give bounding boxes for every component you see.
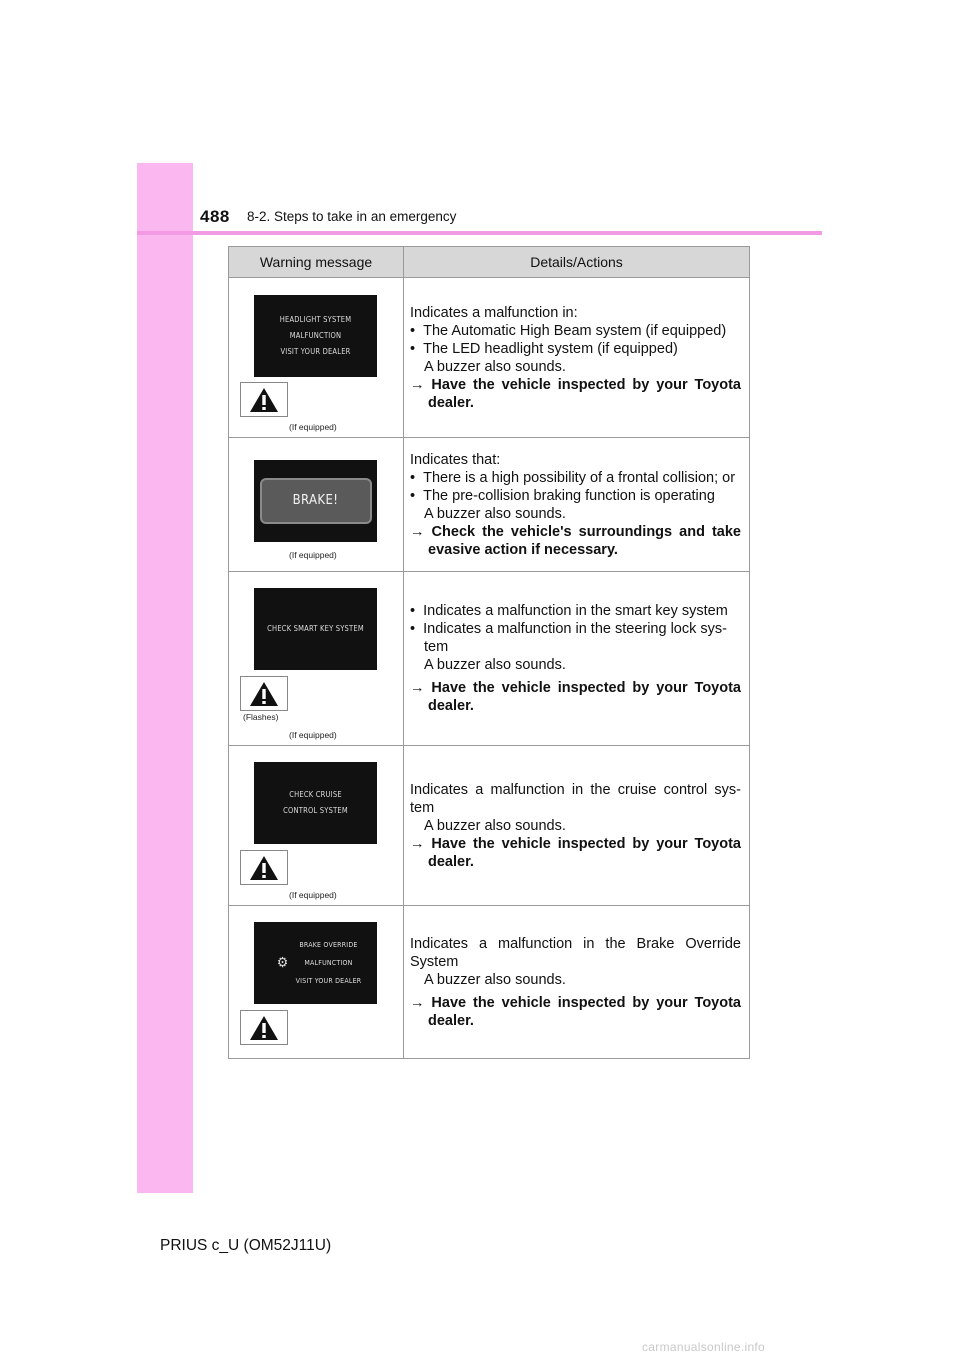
details-intro: Indicates a malfunction in the Brake Override System: [410, 935, 741, 970]
details-bullet: • There is a high possibility of a frontal collision; or: [410, 469, 736, 486]
screen-line: VISIT YOUR DEALER: [280, 347, 351, 356]
display-screen: [254, 922, 377, 1004]
screen-line: CONTROL SYSTEM: [283, 806, 348, 815]
display-screen: [254, 460, 377, 542]
col-header-details: Details/Actions: [404, 247, 750, 278]
buzzer-note: A buzzer also sounds.: [424, 817, 566, 834]
table-header-row: [229, 247, 750, 278]
warning-image-cell: [229, 572, 404, 746]
table-row: [229, 906, 750, 1059]
flashes-label: (Flashes): [243, 712, 279, 722]
master-warning-light: [240, 1010, 288, 1045]
required-action: → Have the vehicle inspected by your Toyota dealer.: [410, 376, 741, 411]
screen-line: CHECK SMART KEY SYSTEM: [267, 624, 364, 633]
details-intro: Indicates a malfunction in:: [410, 304, 578, 321]
master-warning-light: [240, 676, 288, 711]
screen-line: MALFUNCTION: [289, 331, 342, 340]
buzzer-note: A buzzer also sounds.: [424, 505, 566, 522]
header-rule: [137, 231, 822, 235]
details-bullet: • Indicates a malfunction in the steering lock sys-tem: [410, 621, 727, 655]
warning-triangle-icon: [249, 855, 279, 881]
brake-override-content: [270, 936, 362, 990]
warning-image-cell: [229, 906, 404, 1059]
details-bullet: • The LED headlight system (if equipped): [410, 340, 678, 357]
screen-line: HEADLIGHT SYSTEM: [279, 315, 352, 324]
section-title: 8-2. Steps to take in an emergency: [247, 209, 457, 224]
screen-line: VISIT YOUR DEALER: [295, 977, 362, 985]
warning-triangle-icon: [249, 1015, 279, 1041]
screen-line: CHECK CRUISE: [289, 790, 342, 799]
required-action: → Have the vehicle inspected by your Toyota dealer.: [410, 994, 741, 1029]
details-cell: [404, 746, 750, 906]
details-cell: [404, 572, 750, 746]
warning-triangle-icon: [249, 387, 279, 413]
table-row: [229, 438, 750, 572]
if-equipped-label: (If equipped): [289, 730, 337, 740]
details-intro: Indicates that:: [410, 451, 501, 468]
if-equipped-label: (If equipped): [289, 422, 337, 432]
watermark: carmanualsonline.info: [642, 1340, 766, 1354]
screen-line: BRAKE OVERRIDE: [299, 941, 358, 949]
footer-model: PRIUS c_U (OM52J11U): [160, 1237, 332, 1254]
side-color-strip: [137, 163, 193, 1193]
details-bullet: • The Automatic High Beam system (if equipped): [410, 322, 727, 339]
master-warning-light: [240, 850, 288, 885]
col-header-message: Warning message: [229, 247, 404, 278]
warning-image-cell: [229, 438, 404, 572]
if-equipped-label: (If equipped): [289, 890, 337, 900]
display-screen: [254, 295, 377, 377]
page-number: 488: [200, 207, 230, 226]
warning-image-cell: [229, 278, 404, 438]
details-bullet: • Indicates a malfunction in the smart key system: [410, 603, 728, 619]
table-row: [229, 746, 750, 906]
required-action: → Have the vehicle inspected by your Toyota dealer.: [410, 835, 741, 870]
warning-message-table: [228, 246, 750, 1059]
details-cell: [404, 278, 750, 438]
warning-triangle-icon: [249, 681, 279, 707]
display-screen: [254, 588, 377, 670]
buzzer-note: A buzzer also sounds.: [424, 358, 566, 375]
master-warning-light: [240, 382, 288, 417]
table-row: [229, 278, 750, 438]
required-action: → Have the vehicle inspected by your Toyota dealer.: [410, 680, 741, 714]
table-row: [229, 572, 750, 746]
details-cell: [404, 438, 750, 572]
buzzer-note: A buzzer also sounds.: [424, 971, 566, 988]
brake-pedal-icon: ⚙: [276, 955, 289, 971]
details-bullet: • The pre-collision braking function is operating: [410, 487, 715, 504]
brake-alert-panel: BRAKE!: [260, 478, 372, 524]
display-screen: [254, 762, 377, 844]
screen-text-block: [296, 936, 362, 990]
buzzer-note: A buzzer also sounds.: [424, 657, 566, 673]
required-action: → Check the vehicle's surroundings and take evasive action if necessary.: [410, 523, 741, 558]
details-intro: Indicates a malfunction in the cruise control sys-tem: [410, 781, 741, 816]
if-equipped-label: (If equipped): [289, 550, 337, 560]
screen-line: MALFUNCTION: [304, 959, 353, 967]
details-cell: [404, 906, 750, 1059]
warning-image-cell: [229, 746, 404, 906]
